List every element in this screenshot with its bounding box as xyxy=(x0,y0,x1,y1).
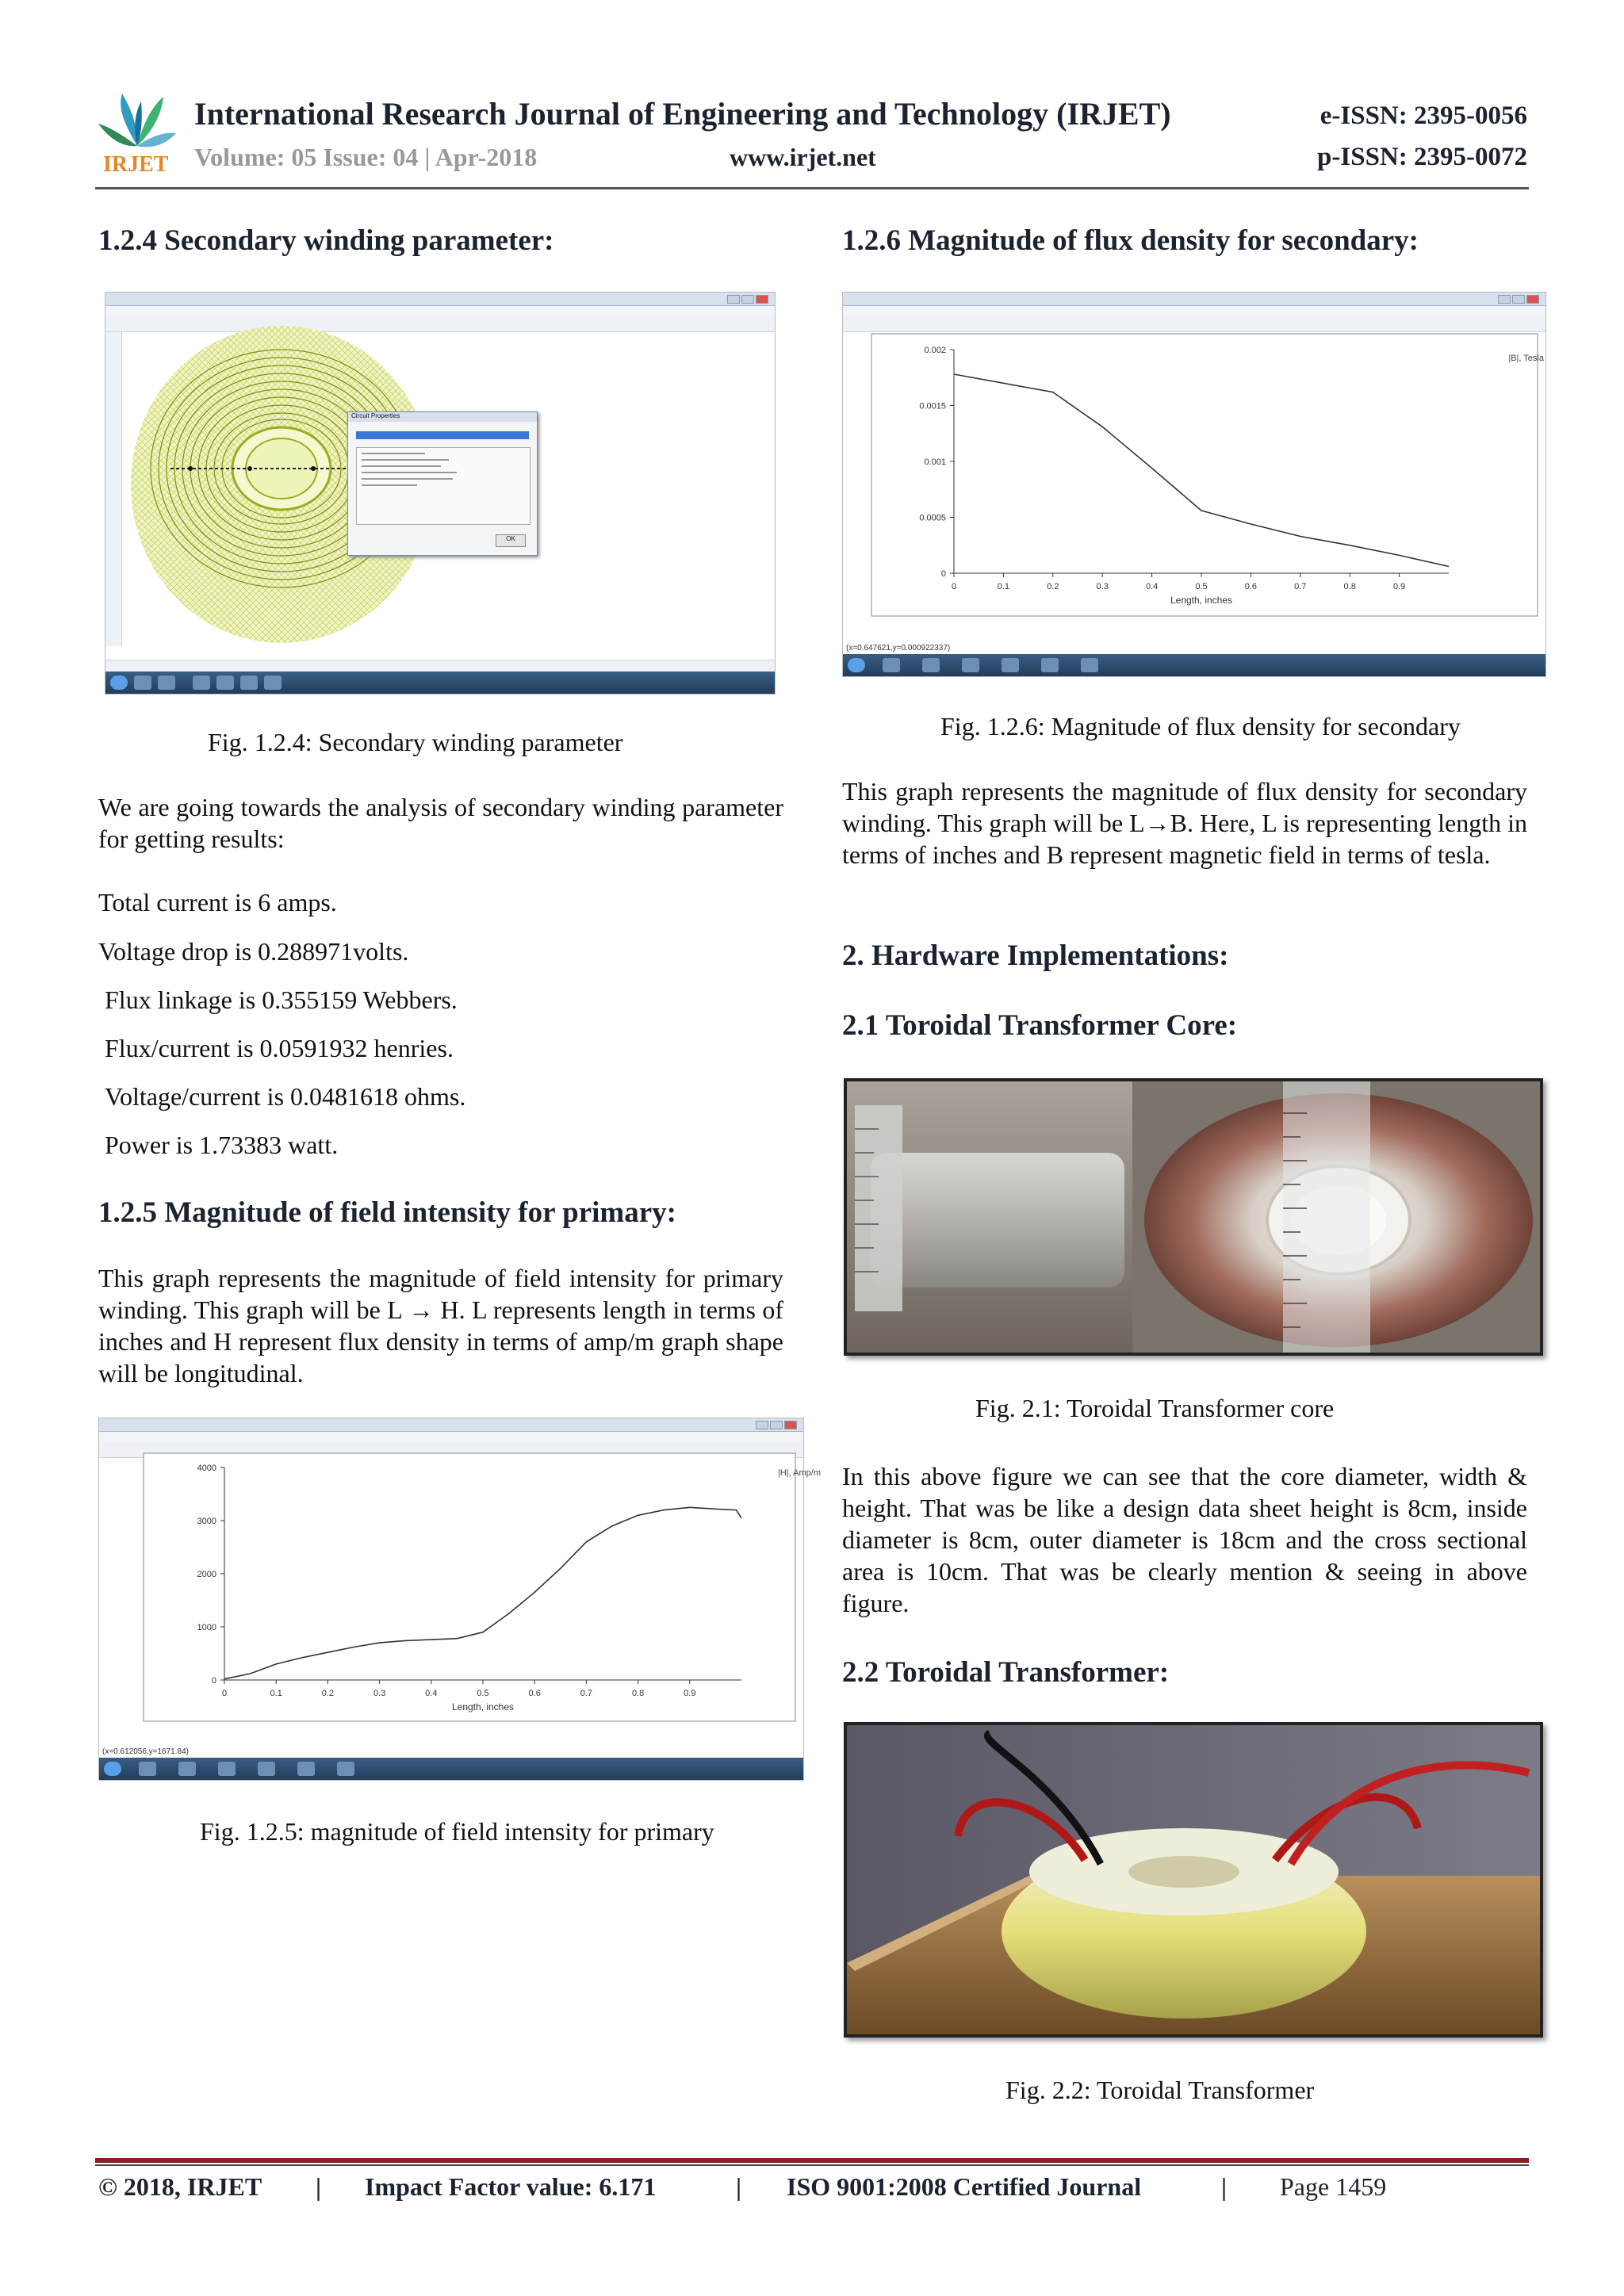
figure-1-2-4-caption: Fig. 1.2.4: Secondary winding parameter xyxy=(208,728,623,756)
figure-1-2-5-screenshot xyxy=(98,1418,821,1781)
irjet-logo xyxy=(94,86,181,179)
result-total-current: Total current is 6 amps. xyxy=(98,888,337,916)
y-tick-label: 4000 xyxy=(197,1464,216,1473)
footer-separator: | xyxy=(1221,2172,1228,2201)
y-tick-label: 3000 xyxy=(197,1517,216,1526)
journal-title: International Research Journal of Engineering and Technology (IRJET) xyxy=(194,96,1171,132)
legend-label: |B|, Tesla xyxy=(1508,354,1544,363)
result-flux-linkage: Flux linkage is 0.355159 Webbers. xyxy=(105,985,458,1014)
y-tick-label: 0.0005 xyxy=(919,513,946,523)
window-titlebar xyxy=(99,1418,803,1432)
section-heading-2-2: 2.2 Toroidal Transformer: xyxy=(842,1656,1170,1689)
footer-separator: | xyxy=(736,2172,742,2201)
plot-frame xyxy=(871,334,1538,616)
paragraph-2-1: In this above figure we can see that the core diameter, width & height. That was be like a design data sheet height is 8cm, inside diameter is 8cm, outer diameter is 18cm and the cross sectional area is 10cm. That was be clearly mention & seeing in above figure. xyxy=(842,1462,1527,1617)
flux-density-chart xyxy=(859,329,1544,622)
x-tick-label: 0.9 xyxy=(684,1689,696,1698)
plot-frame xyxy=(144,1453,795,1721)
x-tick-label: 0.1 xyxy=(997,582,1010,591)
close-icon xyxy=(784,1421,797,1429)
x-axis-label: Length, inches xyxy=(1170,595,1233,606)
x-tick-label: 0.5 xyxy=(1195,582,1208,591)
x-tick-label: 0.1 xyxy=(270,1689,282,1698)
x-tick-label: 0.7 xyxy=(580,1689,593,1698)
windows-taskbar xyxy=(105,672,775,694)
figure-1-2-5-caption: Fig. 1.2.5: magnitude of field intensity for primary xyxy=(200,1817,714,1846)
status-coordinates: (x=0.612056,y=1671.84) xyxy=(102,1747,189,1756)
x-tick-label: 0.8 xyxy=(631,1689,645,1698)
paragraph-1-2-5: This graph represents the magnitude of field intensity for primary winding. This graph will be L → H. L represents length in terms of inches and H represent flux density in terms of amp/m graph shape will be longitudinal. xyxy=(98,1264,783,1387)
x-tick-label: 0.6 xyxy=(528,1689,541,1698)
start-button-icon xyxy=(104,1762,121,1776)
minimize-icon xyxy=(1498,295,1511,304)
menu-bar xyxy=(843,306,1545,316)
figure-2-1-caption: Fig. 2.1: Toroidal Transformer core xyxy=(975,1394,1335,1422)
maximize-icon xyxy=(741,295,754,304)
status-coordinates: (x=0.647621,y=0.000922337) xyxy=(846,644,951,652)
result-flux-per-current: Flux/current is 0.0591932 henries. xyxy=(105,1034,454,1062)
y-tick-label: 0.002 xyxy=(924,346,946,355)
x-tick-label: 0.2 xyxy=(321,1689,335,1698)
x-tick-label: 0.5 xyxy=(477,1689,489,1698)
result-voltage-drop: Voltage drop is 0.288971volts. xyxy=(98,937,409,966)
minimize-icon xyxy=(756,1421,768,1429)
y-tick-label: 0 xyxy=(211,1676,216,1686)
close-icon xyxy=(756,295,768,304)
footer-separator: | xyxy=(316,2172,322,2201)
menu-bar xyxy=(99,1432,803,1441)
dialog-ok-button[interactable]: OK xyxy=(496,534,526,547)
start-button-icon xyxy=(848,658,865,672)
y-tick-label: 0.001 xyxy=(924,457,946,467)
menu-bar xyxy=(105,306,775,316)
x-tick-label: 0.6 xyxy=(1244,582,1258,591)
figure-2-2-photo xyxy=(844,1722,1543,2038)
journal-website[interactable]: www.irjet.net xyxy=(730,143,876,171)
x-tick-label: 0 xyxy=(221,1689,228,1698)
footer-iso: ISO 9001:2008 Certified Journal xyxy=(787,2172,1142,2201)
result-power: Power is 1.73383 watt. xyxy=(105,1131,339,1159)
x-tick-label: 0.3 xyxy=(373,1689,386,1698)
section-heading-2: 2. Hardware Implementations: xyxy=(842,939,1229,972)
x-tick-label: 0.4 xyxy=(425,1689,438,1698)
left-toolbar xyxy=(105,332,122,646)
volume-issue: Volume: 05 Issue: 04 | Apr-2018 xyxy=(194,143,538,171)
y-tick-label: 1000 xyxy=(197,1623,216,1632)
y-tick-label: 2000 xyxy=(197,1570,216,1579)
logo-text: IRJET xyxy=(103,152,169,177)
section-heading-1-2-5: 1.2.5 Magnitude of field intensity for primary: xyxy=(98,1196,676,1229)
figure-2-1-photo xyxy=(844,1078,1543,1356)
toroidal-core-photo-image xyxy=(847,1081,1540,1353)
x-tick-label: 0.8 xyxy=(1343,582,1356,591)
maximize-icon xyxy=(770,1421,783,1429)
figure-1-2-6-caption: Fig. 1.2.6: Magnitude of flux density for secondary xyxy=(940,712,1461,740)
paragraph-1-2-6: This graph represents the magnitude of flux density for secondary winding. This graph will be L→B. Here, L is representing length in terms of inches and B represent magnetic field in terms of tesla. xyxy=(842,777,1527,869)
legend-label: |H|, Amp/m xyxy=(777,1468,821,1478)
x-tick-label: 0.7 xyxy=(1294,582,1307,591)
x-tick-label: 0.2 xyxy=(1047,582,1059,591)
section-heading-1-2-4: 1.2.4 Secondary winding parameter: xyxy=(98,224,554,257)
document-tabs xyxy=(105,660,775,672)
header-rule xyxy=(95,187,1529,189)
section-heading-1-2-6: 1.2.6 Magnitude of flux density for secondary: xyxy=(842,224,1419,257)
figure-2-2-caption: Fig. 2.2: Toroidal Transformer xyxy=(1005,2076,1315,2104)
y-tick-label: 0 xyxy=(940,569,946,579)
figure-1-2-4-screenshot xyxy=(105,292,776,695)
dialog-title: Circuit Properties xyxy=(348,412,537,422)
windows-taskbar xyxy=(843,654,1545,676)
p-issn: p-ISSN: 2395-0072 xyxy=(1317,143,1527,171)
start-button-icon xyxy=(110,675,128,690)
minimize-icon xyxy=(727,295,740,304)
toroidal-transformer-photo-image xyxy=(847,1725,1540,2034)
maximize-icon xyxy=(1512,295,1525,304)
toolbar xyxy=(105,316,775,332)
result-voltage-per-current: Voltage/current is 0.0481618 ohms. xyxy=(105,1082,466,1111)
footer-impact-factor: Impact Factor value: 6.171 xyxy=(365,2172,657,2201)
figure-1-2-6-screenshot xyxy=(842,292,1546,677)
x-axis-label: Length, inches xyxy=(451,1701,515,1712)
circuit-name-select[interactable] xyxy=(356,431,529,439)
footer-page-number: Page 1459 xyxy=(1280,2172,1387,2201)
x-tick-label: 0.9 xyxy=(1392,582,1406,591)
results-box xyxy=(356,447,530,525)
paragraph-1-2-4-intro: We are going towards the analysis of secondary winding parameter for getting results: xyxy=(98,793,783,853)
x-tick-label: 0.4 xyxy=(1145,582,1159,591)
y-tick-label: 0.0015 xyxy=(919,401,946,411)
x-tick-label: 0.3 xyxy=(1096,582,1109,591)
circuit-properties-dialog xyxy=(347,411,538,556)
window-titlebar xyxy=(843,293,1545,306)
footer-rule xyxy=(95,2158,1529,2163)
window-titlebar xyxy=(105,293,775,306)
e-issn: e-ISSN: 2395-0056 xyxy=(1320,101,1527,130)
section-heading-2-1: 2.1 Toroidal Transformer Core: xyxy=(842,1009,1238,1042)
close-icon xyxy=(1526,295,1539,304)
windows-taskbar xyxy=(99,1758,803,1780)
x-tick-label: 0 xyxy=(951,582,957,591)
footer-copyright: © 2018, IRJET xyxy=(98,2172,262,2201)
field-intensity-chart xyxy=(115,1450,821,1728)
footer-rule-thin xyxy=(95,2164,1529,2166)
